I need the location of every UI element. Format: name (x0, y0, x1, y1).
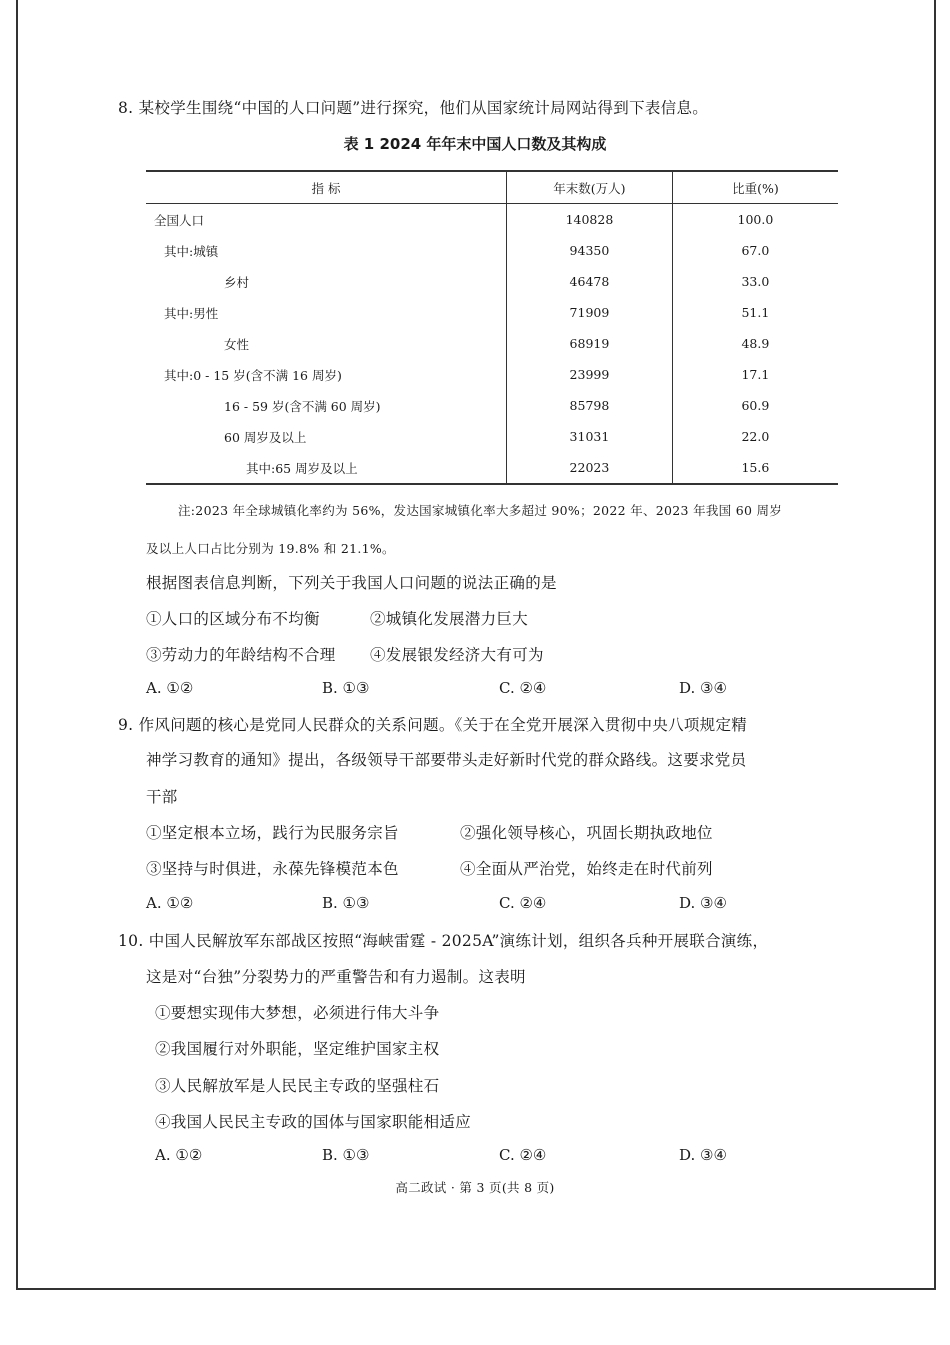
header-count: 年末数(万人) (507, 171, 673, 204)
q9-stem-line3: 干部 (146, 788, 178, 806)
row-value: 85798 (507, 390, 673, 421)
table-row (146, 421, 838, 452)
q9-choice-c[interactable]: C. ②④ (499, 894, 547, 912)
q9-item-3: ③坚持与时俱进，永葆先锋模范本色 (146, 860, 399, 878)
population-table (146, 170, 838, 485)
table-row (146, 204, 838, 236)
page-footer: 高二政试 · 第 3 页(共 8 页) (395, 1180, 555, 1195)
row-value: 23999 (507, 359, 673, 390)
row-label: 其中:城镇 (164, 243, 219, 259)
row-label: 其中:男性 (164, 305, 219, 321)
q8-question: 根据图表信息判断，下列关于我国人口问题的说法正确的是 (146, 574, 557, 592)
q8-item-1: ①人口的区域分布不均衡 (146, 610, 320, 628)
table-row (146, 390, 838, 421)
q9-choice-a[interactable]: A. ①② (146, 894, 194, 912)
q10-stem-line1: 10. 中国人民解放军东部战区按照“海峡雷霆 - 2025A”演练计划，组织各兵种开展联合演练， (118, 932, 769, 950)
q9-choice-d[interactable]: D. ③④ (679, 894, 727, 912)
row-label: 60 周岁及以上 (224, 429, 307, 445)
row-share: 60.9 (672, 390, 838, 421)
q10-choice-d[interactable]: D. ③④ (679, 1146, 727, 1164)
q9-choice-b[interactable]: B. ①③ (322, 894, 370, 912)
q8-stem: 8. 某校学生围绕“中国的人口问题”进行探究，他们从国家统计局网站得到下表信息。 (118, 99, 709, 117)
q8-choice-a[interactable]: A. ①② (146, 679, 194, 697)
table-note-line1: 注:2023 年全球城镇化率约为 56%，发达国家城镇化率大多超过 90%；2022 年、2023 年我国 60 周岁 (178, 503, 783, 518)
q8-choice-c[interactable]: C. ②④ (499, 679, 547, 697)
row-label: 其中:65 周岁及以上 (146, 452, 507, 484)
q9-stem-line1: 9. 作风问题的核心是党同人民群众的关系问题。《关于在全党开展深入贯彻中央八项规定精 (118, 716, 748, 734)
row-label: 女性 (224, 336, 250, 352)
row-label: 16 - 59 岁(含不满 60 周岁) (224, 398, 381, 414)
row-share: 51.1 (672, 297, 838, 328)
row-share: 67.0 (672, 235, 838, 266)
row-value: 94350 (507, 235, 673, 266)
q9-item-4: ④全面从严治党，始终走在时代前列 (460, 860, 713, 878)
header-indicator: 指 标 (146, 171, 507, 204)
q10-stem-line2: 这是对“台独”分裂势力的严重警告和有力遏制。这表明 (146, 968, 526, 986)
table-title: 表 1 2024 年年末中国人口数及其构成 (343, 135, 607, 153)
table-row (146, 359, 838, 390)
row-value: 140828 (507, 204, 673, 236)
table-row (146, 266, 838, 297)
table-note-line2: 及以上人口占比分别为 19.8% 和 21.1%。 (146, 541, 395, 556)
header-share: 比重(%) (672, 171, 838, 204)
row-share: 100.0 (672, 204, 838, 236)
q9-stem-line2: 神学习教育的通知》提出，各级领导干部要带头走好新时代党的群众路线。这要求党员 (146, 751, 747, 769)
q10-choice-b[interactable]: B. ①③ (322, 1146, 370, 1164)
q10-item-2: ②我国履行对外职能，坚定维护国家主权 (155, 1040, 440, 1058)
table-row (146, 235, 838, 266)
q9-item-2: ②强化领导核心，巩固长期执政地位 (460, 824, 713, 842)
q8-item-4: ④发展银发经济大有可为 (370, 646, 544, 664)
q10-item-4: ④我国人民民主专政的国体与国家职能相适应 (155, 1113, 472, 1131)
q8-choice-d[interactable]: D. ③④ (679, 679, 727, 697)
q10-item-1: ①要想实现伟大梦想，必须进行伟大斗争 (155, 1004, 440, 1022)
table-header-row (146, 171, 838, 204)
row-value: 31031 (507, 421, 673, 452)
q10-choice-a[interactable]: A. ①② (155, 1146, 203, 1164)
q9-item-1: ①坚定根本立场，践行为民服务宗旨 (146, 824, 399, 842)
table-row (146, 297, 838, 328)
row-value: 46478 (507, 266, 673, 297)
row-share: 17.1 (672, 359, 838, 390)
q8-item-3: ③劳动力的年龄结构不合理 (146, 646, 336, 664)
row-label: 乡村 (224, 274, 250, 290)
row-value: 22023 (507, 452, 673, 484)
q8-item-2: ②城镇化发展潜力巨大 (370, 610, 529, 628)
row-share: 15.6 (672, 452, 838, 484)
q10-choice-c[interactable]: C. ②④ (499, 1146, 547, 1164)
row-value: 68919 (507, 328, 673, 359)
row-value: 71909 (507, 297, 673, 328)
q8-choice-b[interactable]: B. ①③ (322, 679, 370, 697)
row-label: 全国人口 (154, 212, 205, 228)
row-share: 48.9 (672, 328, 838, 359)
table-row (146, 328, 838, 359)
row-share: 22.0 (672, 421, 838, 452)
row-label: 其中:0 - 15 岁(含不满 16 周岁) (164, 367, 342, 383)
row-share: 33.0 (672, 266, 838, 297)
table-row (146, 452, 838, 484)
q10-item-3: ③人民解放军是人民民主专政的坚强柱石 (155, 1077, 440, 1095)
